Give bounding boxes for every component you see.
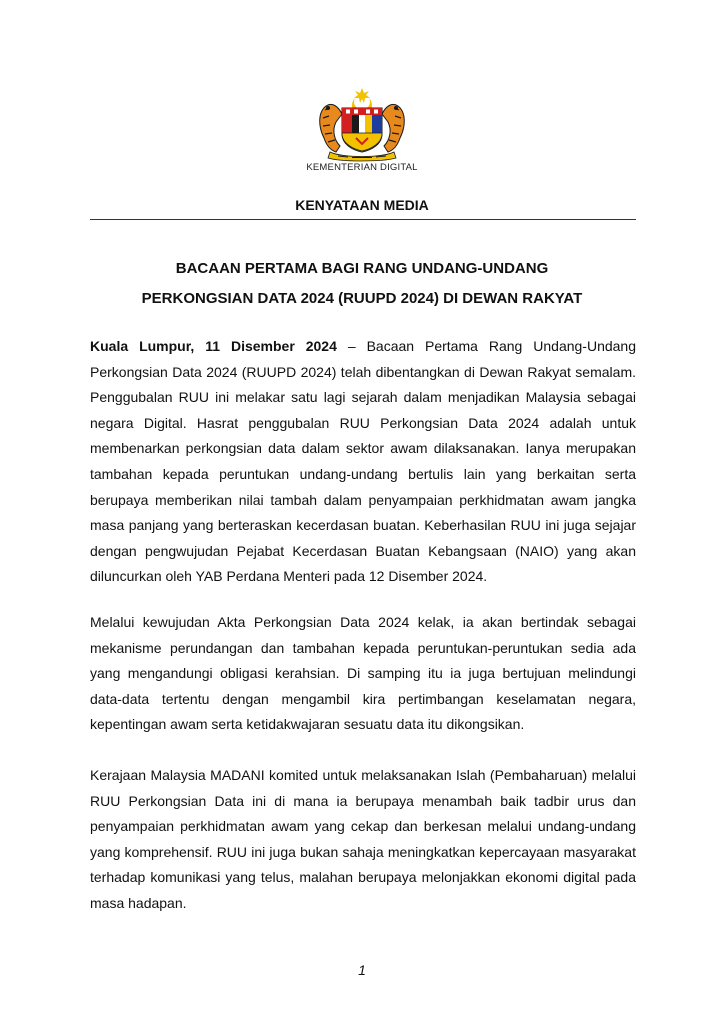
- header-divider: [90, 219, 636, 220]
- body-paragraph-3: Kerajaan Malaysia MADANI komited untuk melaksanakan Islah (Pembaharuan) melalui RUU Perkongsian Data ini di mana ia berupaya menambah baik tadbir urus dan penyampaian perkhidmatan awam yang cekap dan berkesan melalui undang-undang yang komprehensif. RUU ini juga bukan sahaja meningkatkan kepercayaan masyarakat terhadap komunikasi yang telus, malahan berupaya melonjakkan ekonomi digital pada masa hadapan.: [90, 767, 636, 911]
- page-number: 1: [358, 962, 366, 978]
- document-type-heading: KENYATAAN MEDIA: [295, 197, 429, 213]
- paragraph-1-text: – Bacaan Pertama Rang Undang-Undang Perkongsian Data 2024 (RUUPD 2024) telah dibentangkan di Dewan Rakyat semalam. Penggubalan RUU ini melakar satu lagi sejarah dalam menjadikan Malaysia sebagai negara Digital. Hasrat penggubalan RUU Perkongsian Data 2024 adalah untuk membenarkan perkongsian data dalam sektor awam dilaksanakan. Ianya merupakan tambahan kepada peruntukan undang-undang bertulis lain yang berkaitan serta berupaya memberikan nilai tambah dalam penyampaian perkhidmatan awam jangka masa panjang yang berteraskan kecerdasan buatan. Keberhasilan RUU ini juga sejajar dengan pengwujudan Pejabat Kecerdasan Buatan Kebangsaan (NAIO) yang akan diluncurkan oleh YAB Perdana Menteri pada 12 Disember 2024.: [90, 338, 637, 585]
- malaysia-coat-of-arms-logo: [312, 86, 412, 162]
- press-release-title: [90, 254, 634, 314]
- dateline: Kuala Lumpur, 11 Disember 2024: [90, 338, 337, 354]
- title-line-2: PERKONGSIAN DATA 2024 (RUUPD 2024) DI DEWAN RAKYAT: [141, 290, 583, 307]
- body-paragraph-1: [90, 334, 636, 590]
- ministry-name: KEMENTERIAN DIGITAL: [306, 162, 418, 173]
- body-paragraph-2: Melalui kewujudan Akta Perkongsian Data 2024 kelak, ia akan bertindak sebagai mekanisme perundangan dan tambahan kepada peruntukan-peruntukan sedia ada yang mengandungi obligasi kerahsian. Di samping itu ia juga bertujuan melindungi data-data tertentu dengan mengambil kira pertimbangan keselamatan negara, kepentingan awam serta ketidakwajaran sesuatu data itu dikongsikan.: [90, 614, 636, 733]
- title-line-1: BACAAN PERTAMA BAGI RANG UNDANG-UNDANG: [175, 260, 549, 277]
